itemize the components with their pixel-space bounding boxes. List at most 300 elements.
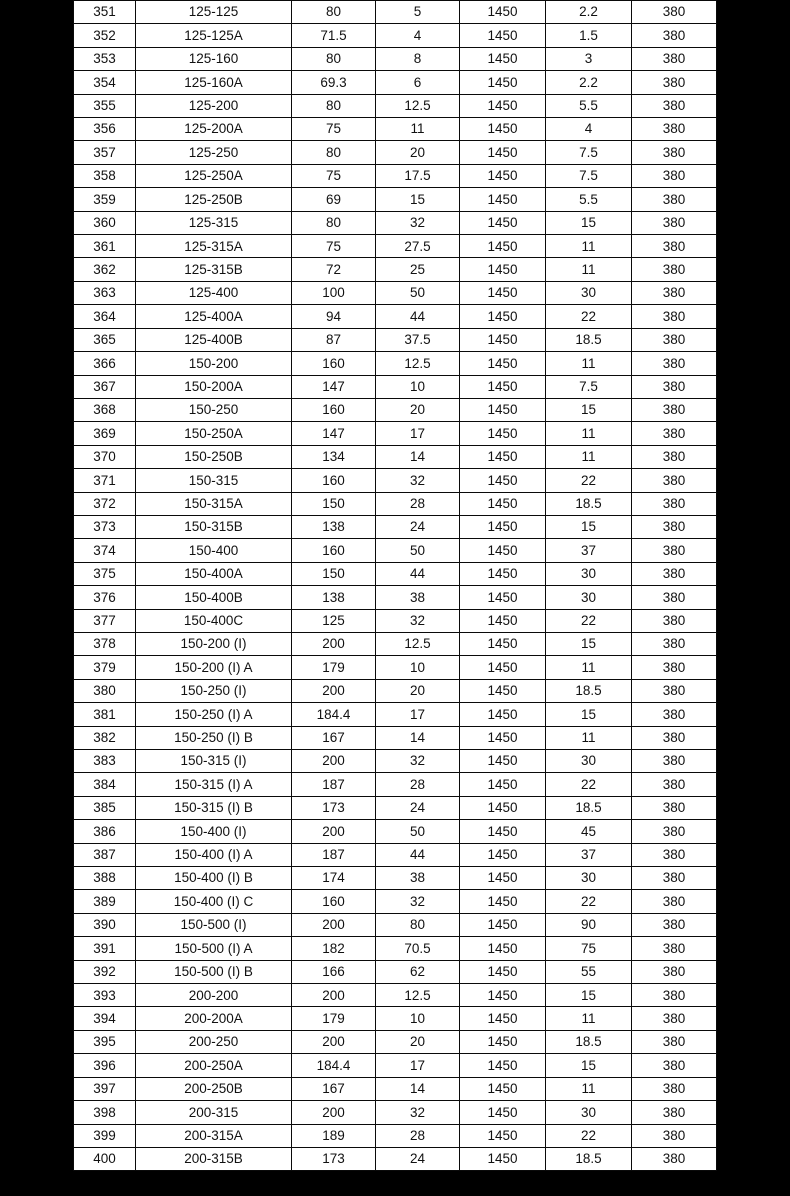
table-cell: 80 xyxy=(292,141,376,164)
table-cell: 75 xyxy=(292,118,376,141)
table-cell: 7.5 xyxy=(546,164,632,187)
table-cell: 397 xyxy=(74,1077,136,1100)
table-row xyxy=(74,164,717,187)
table-cell: 87 xyxy=(292,328,376,351)
table-cell: 380 xyxy=(632,328,717,351)
table-cell: 150-250 (I) A xyxy=(136,703,292,726)
table-row xyxy=(74,1147,717,1170)
table-cell: 1450 xyxy=(460,24,546,47)
table-cell: 1450 xyxy=(460,328,546,351)
table-cell: 380 xyxy=(632,492,717,515)
table-cell: 37 xyxy=(546,843,632,866)
table-cell: 5.5 xyxy=(546,188,632,211)
table-cell: 55 xyxy=(546,960,632,983)
table-cell: 380 xyxy=(632,796,717,819)
table-cell: 1450 xyxy=(460,937,546,960)
table-cell: 44 xyxy=(376,562,460,585)
table-cell: 1450 xyxy=(460,469,546,492)
table-cell: 25 xyxy=(376,258,460,281)
table-cell: 200 xyxy=(292,913,376,936)
table-cell: 4 xyxy=(376,24,460,47)
table-cell: 1450 xyxy=(460,703,546,726)
table-cell: 100 xyxy=(292,281,376,304)
table-cell: 7.5 xyxy=(546,141,632,164)
table-cell: 1450 xyxy=(460,984,546,1007)
table-row xyxy=(74,118,717,141)
table-cell: 20 xyxy=(376,1030,460,1053)
table-cell: 80 xyxy=(292,47,376,70)
table-cell: 200 xyxy=(292,679,376,702)
table-cell: 18.5 xyxy=(546,1147,632,1170)
table-cell: 380 xyxy=(632,843,717,866)
table-container xyxy=(73,0,717,1171)
table-cell: 22 xyxy=(546,305,632,328)
table-cell: 150-500 (I) xyxy=(136,913,292,936)
table-cell: 1450 xyxy=(460,679,546,702)
table-cell: 15 xyxy=(546,703,632,726)
table-cell: 150-400 (I) B xyxy=(136,867,292,890)
table-cell: 12.5 xyxy=(376,632,460,655)
table-cell: 380 xyxy=(632,609,717,632)
table-cell: 200-250B xyxy=(136,1077,292,1100)
table-cell: 150-400 (I) C xyxy=(136,890,292,913)
table-row xyxy=(74,1007,717,1030)
table-cell: 1450 xyxy=(460,890,546,913)
table-cell: 1450 xyxy=(460,515,546,538)
table-cell: 22 xyxy=(546,609,632,632)
table-cell: 80 xyxy=(292,211,376,234)
table-cell: 138 xyxy=(292,586,376,609)
table-cell: 37.5 xyxy=(376,328,460,351)
table-row xyxy=(74,71,717,94)
table-cell: 200-315 xyxy=(136,1101,292,1124)
table-cell: 125-200 xyxy=(136,94,292,117)
table-cell: 94 xyxy=(292,305,376,328)
table-cell: 150-315 (I) A xyxy=(136,773,292,796)
table-cell: 14 xyxy=(376,445,460,468)
table-cell: 17 xyxy=(376,703,460,726)
table-cell: 369 xyxy=(74,422,136,445)
table-cell: 44 xyxy=(376,843,460,866)
table-cell: 20 xyxy=(376,679,460,702)
table-cell: 125-125A xyxy=(136,24,292,47)
table-row xyxy=(74,281,717,304)
table-cell: 38 xyxy=(376,867,460,890)
table-cell: 380 xyxy=(632,1077,717,1100)
table-cell: 1450 xyxy=(460,1007,546,1030)
table-cell: 125-200A xyxy=(136,118,292,141)
table-cell: 371 xyxy=(74,469,136,492)
table-cell: 32 xyxy=(376,890,460,913)
table-cell: 380 xyxy=(632,1,717,24)
table-cell: 380 xyxy=(632,820,717,843)
table-cell: 150-315 (I) xyxy=(136,750,292,773)
table-cell: 147 xyxy=(292,422,376,445)
table-row xyxy=(74,235,717,258)
table-cell: 44 xyxy=(376,305,460,328)
table-cell: 179 xyxy=(292,1007,376,1030)
table-cell: 150-500 (I) A xyxy=(136,937,292,960)
table-cell: 75 xyxy=(292,164,376,187)
table-cell: 380 xyxy=(632,703,717,726)
table-cell: 28 xyxy=(376,1124,460,1147)
table-cell: 387 xyxy=(74,843,136,866)
table-cell: 1450 xyxy=(460,281,546,304)
table-cell: 380 xyxy=(632,1030,717,1053)
table-row xyxy=(74,1030,717,1053)
table-cell: 200 xyxy=(292,1030,376,1053)
table-cell: 18.5 xyxy=(546,679,632,702)
table-cell: 150-250B xyxy=(136,445,292,468)
table-cell: 1450 xyxy=(460,1,546,24)
table-cell: 30 xyxy=(546,281,632,304)
table-cell: 364 xyxy=(74,305,136,328)
table-cell: 380 xyxy=(632,188,717,211)
table-cell: 125-400 xyxy=(136,281,292,304)
table-cell: 50 xyxy=(376,539,460,562)
table-cell: 15 xyxy=(546,211,632,234)
table-cell: 5 xyxy=(376,1,460,24)
table-cell: 14 xyxy=(376,1077,460,1100)
table-cell: 1450 xyxy=(460,422,546,445)
table-cell: 11 xyxy=(546,445,632,468)
table-cell: 125-250 xyxy=(136,141,292,164)
table-cell: 30 xyxy=(546,867,632,890)
table-row xyxy=(74,445,717,468)
table-cell: 380 xyxy=(632,71,717,94)
table-row xyxy=(74,422,717,445)
table-cell: 353 xyxy=(74,47,136,70)
table-row xyxy=(74,1054,717,1077)
table-cell: 150-400C xyxy=(136,609,292,632)
table-cell: 356 xyxy=(74,118,136,141)
table-cell: 200-250A xyxy=(136,1054,292,1077)
table-row xyxy=(74,469,717,492)
table-cell: 125-160 xyxy=(136,47,292,70)
table-cell: 2.2 xyxy=(546,1,632,24)
table-row xyxy=(74,726,717,749)
table-cell: 200 xyxy=(292,984,376,1007)
table-row xyxy=(74,632,717,655)
table-cell: 365 xyxy=(74,328,136,351)
table-cell: 10 xyxy=(376,375,460,398)
table-row xyxy=(74,843,717,866)
table-cell: 75 xyxy=(546,937,632,960)
table-cell: 1450 xyxy=(460,398,546,421)
table-cell: 2.2 xyxy=(546,71,632,94)
table-row xyxy=(74,679,717,702)
table-row xyxy=(74,820,717,843)
table-cell: 380 xyxy=(632,352,717,375)
table-cell: 380 xyxy=(632,24,717,47)
table-cell: 150-400A xyxy=(136,562,292,585)
table-cell: 385 xyxy=(74,796,136,819)
table-row xyxy=(74,1101,717,1124)
table-row xyxy=(74,328,717,351)
table-cell: 358 xyxy=(74,164,136,187)
table-row xyxy=(74,24,717,47)
table-cell: 22 xyxy=(546,773,632,796)
table-cell: 374 xyxy=(74,539,136,562)
table-cell: 354 xyxy=(74,71,136,94)
table-cell: 4 xyxy=(546,118,632,141)
table-cell: 392 xyxy=(74,960,136,983)
table-cell: 17 xyxy=(376,1054,460,1077)
table-cell: 71.5 xyxy=(292,24,376,47)
table-cell: 380 xyxy=(632,445,717,468)
table-cell: 377 xyxy=(74,609,136,632)
table-cell: 1450 xyxy=(460,796,546,819)
table-cell: 398 xyxy=(74,1101,136,1124)
table-cell: 380 xyxy=(632,726,717,749)
table-cell: 375 xyxy=(74,562,136,585)
table-cell: 360 xyxy=(74,211,136,234)
table-row xyxy=(74,867,717,890)
table-cell: 75 xyxy=(292,235,376,258)
table-cell: 380 xyxy=(632,375,717,398)
table-row xyxy=(74,890,717,913)
table-cell: 380 xyxy=(632,118,717,141)
table-cell: 352 xyxy=(74,24,136,47)
table-cell: 30 xyxy=(546,750,632,773)
table-cell: 12.5 xyxy=(376,984,460,1007)
table-cell: 125-400A xyxy=(136,305,292,328)
table-cell: 380 xyxy=(632,515,717,538)
table-cell: 10 xyxy=(376,656,460,679)
table-cell: 394 xyxy=(74,1007,136,1030)
table-cell: 380 xyxy=(632,539,717,562)
table-cell: 166 xyxy=(292,960,376,983)
table-cell: 5.5 xyxy=(546,94,632,117)
table-cell: 384 xyxy=(74,773,136,796)
table-row xyxy=(74,562,717,585)
table-cell: 380 xyxy=(632,867,717,890)
table-body xyxy=(74,1,717,1171)
table-cell: 24 xyxy=(376,515,460,538)
table-row xyxy=(74,1077,717,1100)
table-row xyxy=(74,609,717,632)
table-cell: 12.5 xyxy=(376,352,460,375)
table-cell: 17.5 xyxy=(376,164,460,187)
table-cell: 380 xyxy=(632,1054,717,1077)
table-cell: 1450 xyxy=(460,750,546,773)
table-cell: 11 xyxy=(546,258,632,281)
table-cell: 380 xyxy=(632,679,717,702)
table-cell: 388 xyxy=(74,867,136,890)
table-row xyxy=(74,515,717,538)
table-cell: 1450 xyxy=(460,47,546,70)
table-cell: 174 xyxy=(292,867,376,890)
table-cell: 7.5 xyxy=(546,375,632,398)
table-cell: 1450 xyxy=(460,164,546,187)
table-cell: 189 xyxy=(292,1124,376,1147)
table-cell: 150-250 xyxy=(136,398,292,421)
table-cell: 200-200A xyxy=(136,1007,292,1030)
table-cell: 1450 xyxy=(460,726,546,749)
table-cell: 390 xyxy=(74,913,136,936)
table-cell: 380 xyxy=(74,679,136,702)
table-cell: 125-250B xyxy=(136,188,292,211)
table-cell: 150-315 (I) B xyxy=(136,796,292,819)
table-cell: 1450 xyxy=(460,632,546,655)
table-cell: 18.5 xyxy=(546,1030,632,1053)
table-cell: 380 xyxy=(632,1124,717,1147)
table-cell: 367 xyxy=(74,375,136,398)
table-cell: 380 xyxy=(632,1147,717,1170)
table-cell: 10 xyxy=(376,1007,460,1030)
table-cell: 200 xyxy=(292,632,376,655)
table-cell: 50 xyxy=(376,820,460,843)
table-cell: 1450 xyxy=(460,586,546,609)
table-cell: 200-315A xyxy=(136,1124,292,1147)
table-cell: 28 xyxy=(376,492,460,515)
table-row xyxy=(74,258,717,281)
table-cell: 150-400 (I) A xyxy=(136,843,292,866)
table-cell: 150-400B xyxy=(136,586,292,609)
table-cell: 400 xyxy=(74,1147,136,1170)
table-cell: 380 xyxy=(632,398,717,421)
table-cell: 386 xyxy=(74,820,136,843)
table-cell: 200 xyxy=(292,820,376,843)
table-cell: 147 xyxy=(292,375,376,398)
table-cell: 150-250A xyxy=(136,422,292,445)
table-cell: 362 xyxy=(74,258,136,281)
table-cell: 396 xyxy=(74,1054,136,1077)
table-cell: 30 xyxy=(546,1101,632,1124)
table-cell: 1450 xyxy=(460,843,546,866)
table-cell: 30 xyxy=(546,562,632,585)
table-cell: 1450 xyxy=(460,867,546,890)
table-cell: 355 xyxy=(74,94,136,117)
table-cell: 70.5 xyxy=(376,937,460,960)
table-cell: 380 xyxy=(632,47,717,70)
table-cell: 125-315B xyxy=(136,258,292,281)
table-cell: 160 xyxy=(292,469,376,492)
table-cell: 18.5 xyxy=(546,328,632,351)
table-cell: 393 xyxy=(74,984,136,1007)
table-cell: 24 xyxy=(376,1147,460,1170)
table-row xyxy=(74,375,717,398)
table-cell: 380 xyxy=(632,258,717,281)
table-cell: 32 xyxy=(376,750,460,773)
table-cell: 160 xyxy=(292,539,376,562)
table-cell: 378 xyxy=(74,632,136,655)
table-cell: 1450 xyxy=(460,820,546,843)
table-cell: 15 xyxy=(546,515,632,538)
table-row xyxy=(74,773,717,796)
table-row xyxy=(74,539,717,562)
table-cell: 24 xyxy=(376,796,460,819)
table-cell: 72 xyxy=(292,258,376,281)
table-cell: 150-200 xyxy=(136,352,292,375)
table-row xyxy=(74,1124,717,1147)
table-cell: 380 xyxy=(632,984,717,1007)
table-row xyxy=(74,305,717,328)
table-cell: 69 xyxy=(292,188,376,211)
table-cell: 380 xyxy=(632,1007,717,1030)
table-cell: 11 xyxy=(546,422,632,445)
table-cell: 380 xyxy=(632,164,717,187)
table-cell: 15 xyxy=(546,1054,632,1077)
table-cell: 380 xyxy=(632,632,717,655)
table-cell: 1450 xyxy=(460,562,546,585)
table-cell: 32 xyxy=(376,609,460,632)
table-row xyxy=(74,750,717,773)
table-cell: 150-250 (I) B xyxy=(136,726,292,749)
table-cell: 361 xyxy=(74,235,136,258)
table-cell: 380 xyxy=(632,586,717,609)
table-cell: 1450 xyxy=(460,1077,546,1100)
table-row xyxy=(74,188,717,211)
table-cell: 1450 xyxy=(460,235,546,258)
table-cell: 1450 xyxy=(460,1054,546,1077)
table-cell: 1450 xyxy=(460,141,546,164)
table-cell: 380 xyxy=(632,469,717,492)
table-cell: 150-315 xyxy=(136,469,292,492)
table-cell: 182 xyxy=(292,937,376,960)
table-cell: 1450 xyxy=(460,492,546,515)
table-cell: 8 xyxy=(376,47,460,70)
table-cell: 200-250 xyxy=(136,1030,292,1053)
table-cell: 179 xyxy=(292,656,376,679)
table-cell: 22 xyxy=(546,1124,632,1147)
table-cell: 32 xyxy=(376,211,460,234)
table-cell: 167 xyxy=(292,1077,376,1100)
table-cell: 150-200 (I) A xyxy=(136,656,292,679)
table-cell: 357 xyxy=(74,141,136,164)
table-cell: 184.4 xyxy=(292,703,376,726)
table-cell: 391 xyxy=(74,937,136,960)
table-row xyxy=(74,352,717,375)
table-cell: 1450 xyxy=(460,352,546,375)
table-cell: 37 xyxy=(546,539,632,562)
table-cell: 160 xyxy=(292,398,376,421)
table-cell: 3 xyxy=(546,47,632,70)
table-cell: 150-200 (I) xyxy=(136,632,292,655)
table-row xyxy=(74,960,717,983)
table-cell: 1450 xyxy=(460,773,546,796)
table-cell: 27.5 xyxy=(376,235,460,258)
table-cell: 150-500 (I) B xyxy=(136,960,292,983)
table-cell: 1450 xyxy=(460,1101,546,1124)
table-cell: 38 xyxy=(376,586,460,609)
table-cell: 1450 xyxy=(460,188,546,211)
table-cell: 1450 xyxy=(460,258,546,281)
table-cell: 62 xyxy=(376,960,460,983)
table-cell: 380 xyxy=(632,913,717,936)
table-cell: 380 xyxy=(632,562,717,585)
table-cell: 20 xyxy=(376,141,460,164)
table-cell: 15 xyxy=(546,398,632,421)
table-cell: 80 xyxy=(292,94,376,117)
table-cell: 160 xyxy=(292,890,376,913)
table-cell: 1450 xyxy=(460,94,546,117)
table-cell: 1450 xyxy=(460,960,546,983)
table-cell: 380 xyxy=(632,890,717,913)
table-cell: 12.5 xyxy=(376,94,460,117)
table-cell: 370 xyxy=(74,445,136,468)
table-cell: 380 xyxy=(632,960,717,983)
table-cell: 372 xyxy=(74,492,136,515)
table-cell: 150-315B xyxy=(136,515,292,538)
table-row xyxy=(74,913,717,936)
table-cell: 11 xyxy=(546,235,632,258)
table-cell: 380 xyxy=(632,141,717,164)
table-cell: 150-400 xyxy=(136,539,292,562)
table-cell: 80 xyxy=(376,913,460,936)
table-cell: 395 xyxy=(74,1030,136,1053)
table-cell: 1450 xyxy=(460,305,546,328)
